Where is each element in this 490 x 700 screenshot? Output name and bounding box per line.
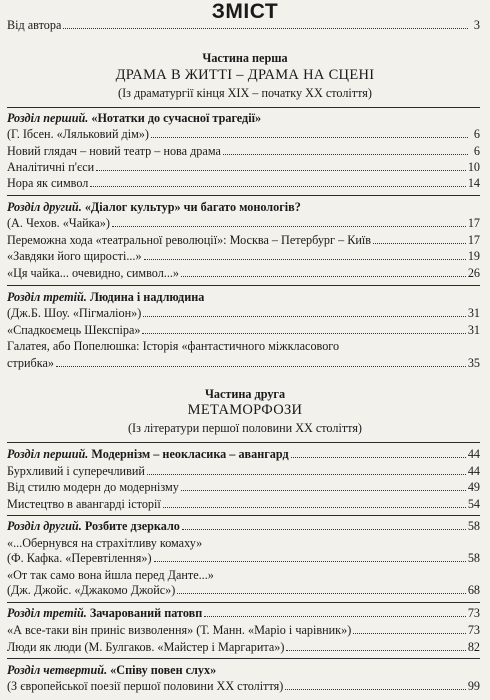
- section-label: Розділ перший.: [7, 111, 89, 125]
- toc-entry-text: (А. Чехов. «Чайка»): [7, 216, 110, 230]
- toc-entry-text: «А все-таки він приніс визволення» (Т. Манн. «Маріо і чарівник»): [7, 623, 352, 637]
- toc-entry-page: 44: [467, 464, 480, 478]
- toc-entry-page: 31: [467, 323, 480, 337]
- dot-leader: [90, 186, 465, 187]
- toc-entry-page: 49: [467, 480, 480, 494]
- section-divider: [7, 602, 480, 603]
- toc-entry: [7, 464, 480, 478]
- toc-entry-page: 99: [467, 679, 480, 693]
- part1-subtitle: (Із драматургії кінця XIX – початку XX століття): [118, 86, 372, 100]
- dot-leader: [112, 226, 466, 227]
- section-title: «Співу повен слух»: [110, 663, 217, 677]
- toc-entry: [7, 551, 480, 565]
- section-heading: [7, 290, 480, 304]
- section-title: Модернізм – неокласика – авангард: [91, 447, 289, 461]
- toc-entry-page: 82: [467, 640, 480, 654]
- toc-entry: [7, 640, 480, 654]
- section-heading: [7, 111, 480, 125]
- toc-entry: [7, 497, 480, 511]
- dot-leader: [373, 243, 466, 244]
- toc-entry: [7, 216, 480, 230]
- part2-title: МЕТАМОРФОЗИ: [187, 402, 303, 418]
- toc-entry-page: 73: [467, 623, 480, 637]
- section-divider: [7, 107, 480, 108]
- section-label: Розділ четвертий.: [7, 663, 108, 677]
- section-title: Зачарований патовп: [89, 606, 203, 620]
- section-title: Розбите дзеркало: [84, 519, 180, 533]
- toc-entry-text: (З європейської поезії першої половини XX століття): [7, 679, 284, 693]
- dot-leader: [223, 154, 468, 155]
- section-divider: [7, 658, 480, 659]
- toc-entry-text: Мистецтво в авангарді історії: [7, 497, 161, 511]
- toc-entry-page: 10: [467, 160, 480, 174]
- section-title: «Нотатки до сучасної трагедії»: [91, 111, 262, 125]
- toc-entry-text: Переможна хода «театральної революції»: Москва – Петербург – Київ: [7, 233, 371, 247]
- section-label: Розділ третій.: [7, 290, 87, 304]
- toc-entry: [7, 266, 480, 280]
- toc-entry-page: 35: [467, 356, 480, 370]
- section-title: Людина і надлюдина: [89, 290, 205, 304]
- toc-entry-page: 58: [467, 519, 480, 533]
- section-label: Розділ перший.: [7, 447, 89, 461]
- section-label: Розділ другий.: [7, 200, 82, 214]
- section-heading: [7, 200, 480, 214]
- toc-entry-text: Від стилю модерн до модернізму: [7, 480, 179, 494]
- toc-entry-page: 3: [473, 18, 480, 32]
- toc-entry-page: 17: [467, 233, 480, 247]
- toc-entry-page: 31: [467, 306, 480, 320]
- toc-entry-text-line1: Галатея, або Попелюшка: Історія «фантастичного міжкласового: [7, 339, 340, 353]
- section-heading: [7, 663, 480, 677]
- toc-entry: [7, 176, 480, 190]
- toc-entry-page: 44: [467, 447, 480, 461]
- dot-leader: [204, 616, 466, 617]
- dot-leader: [286, 650, 465, 651]
- toc-entry-text: (Ф. Кафка. «Перевтілення»): [7, 551, 152, 565]
- section-divider: [7, 195, 480, 196]
- section-divider: [7, 442, 480, 443]
- dot-leader: [291, 457, 466, 458]
- toc-entry-text: «...Обернувся на страхітливу комаху»: [7, 536, 203, 550]
- section-label: Розділ третій.: [7, 606, 87, 620]
- toc-entry: [7, 623, 480, 637]
- toc-entry-text: Від автора: [7, 18, 62, 32]
- section-heading: [7, 606, 480, 620]
- toc-entry-page: 6: [473, 127, 480, 141]
- toc-entry-intro: [7, 18, 480, 32]
- part2-subtitle: (Із літератури першої половини XX століття): [127, 421, 362, 435]
- section-heading: [7, 447, 480, 461]
- section-title: «Діалог культур» чи багато монологів?: [84, 200, 301, 214]
- dot-leader: [144, 259, 466, 260]
- part1-title: ДРАМА В ЖИТТІ – ДРАМА НА СЦЕНІ: [115, 67, 375, 83]
- toc-entry-text: Новий глядач – новий театр – нова драма: [7, 144, 221, 158]
- section-divider: [7, 515, 480, 516]
- toc-entry: [7, 127, 480, 141]
- dot-leader: [63, 28, 468, 29]
- toc-entry-text: Люди як люди (М. Булгаков. «Майстер і Маргарита»): [7, 640, 285, 654]
- toc-entry-page: 54: [467, 497, 480, 511]
- toc-entry-text: (Дж. Джойс. «Джакомо Джойс»): [7, 583, 176, 597]
- section-label: Розділ другий.: [7, 519, 82, 533]
- dot-leader: [142, 333, 465, 334]
- toc-entry-page: 68: [467, 583, 480, 597]
- dot-leader: [96, 170, 466, 171]
- toc-entry-page: 19: [467, 249, 480, 263]
- section-divider: [7, 285, 480, 286]
- dot-leader: [182, 529, 466, 530]
- toc-entry-page: 73: [467, 606, 480, 620]
- toc-entry-text: «От так само вона йшла перед Данте...»: [7, 568, 214, 582]
- toc-entry: [7, 160, 480, 174]
- toc-entry-page: 14: [467, 176, 480, 190]
- toc-entry-page: 58: [467, 551, 480, 565]
- toc-entry-page: 17: [467, 216, 480, 230]
- toc-entry-text: «Спадкоємець Шекспіра»: [7, 323, 141, 337]
- dot-leader: [177, 593, 466, 594]
- dot-leader: [181, 276, 466, 277]
- toc-entry: [7, 536, 480, 550]
- toc-entry-text: «Ця чайка... очевидно, символ...»: [7, 266, 180, 280]
- toc-entry: [7, 249, 480, 263]
- toc-entry-text: Бурхливий і суперечливий: [7, 464, 145, 478]
- toc-entry-text: (Г. Ібсен. «Ляльковий дім»): [7, 127, 149, 141]
- toc-entry-page: 26: [467, 266, 480, 280]
- part2-label: Частина друга: [204, 387, 286, 401]
- toc-entry: [7, 323, 480, 337]
- toc-entry: [7, 568, 480, 582]
- dot-leader: [181, 490, 466, 491]
- toc-entry: [7, 144, 480, 158]
- dot-leader: [163, 507, 466, 508]
- dot-leader: [151, 137, 468, 138]
- section-heading: [7, 519, 480, 533]
- dot-leader: [353, 633, 466, 634]
- toc-entry: [7, 480, 480, 494]
- dot-leader: [56, 366, 466, 367]
- toc-entry: [7, 679, 480, 693]
- dot-leader: [143, 316, 465, 317]
- toc-entry-text-line2: стрибка»: [7, 356, 54, 370]
- toc-entry: [7, 306, 480, 320]
- toc-entry-text: «Завдяки його щирості...»: [7, 249, 142, 263]
- dot-leader: [285, 689, 466, 690]
- toc-entry-page: 6: [473, 144, 480, 158]
- toc-entry-multiline: [7, 339, 480, 370]
- dot-leader: [147, 474, 466, 475]
- part1-label: Частина перша: [202, 51, 288, 65]
- toc-entry: [7, 233, 480, 247]
- toc-entry-text: Нора як символ: [7, 176, 89, 190]
- page-title: ЗМІСТ: [211, 0, 279, 23]
- toc-entry-text: Аналітичні п'єси: [7, 160, 95, 174]
- toc-entry-text: (Дж.Б. Шоу. «Пігмаліон»): [7, 306, 142, 320]
- toc-entry: [7, 583, 480, 597]
- dot-leader: [154, 561, 466, 562]
